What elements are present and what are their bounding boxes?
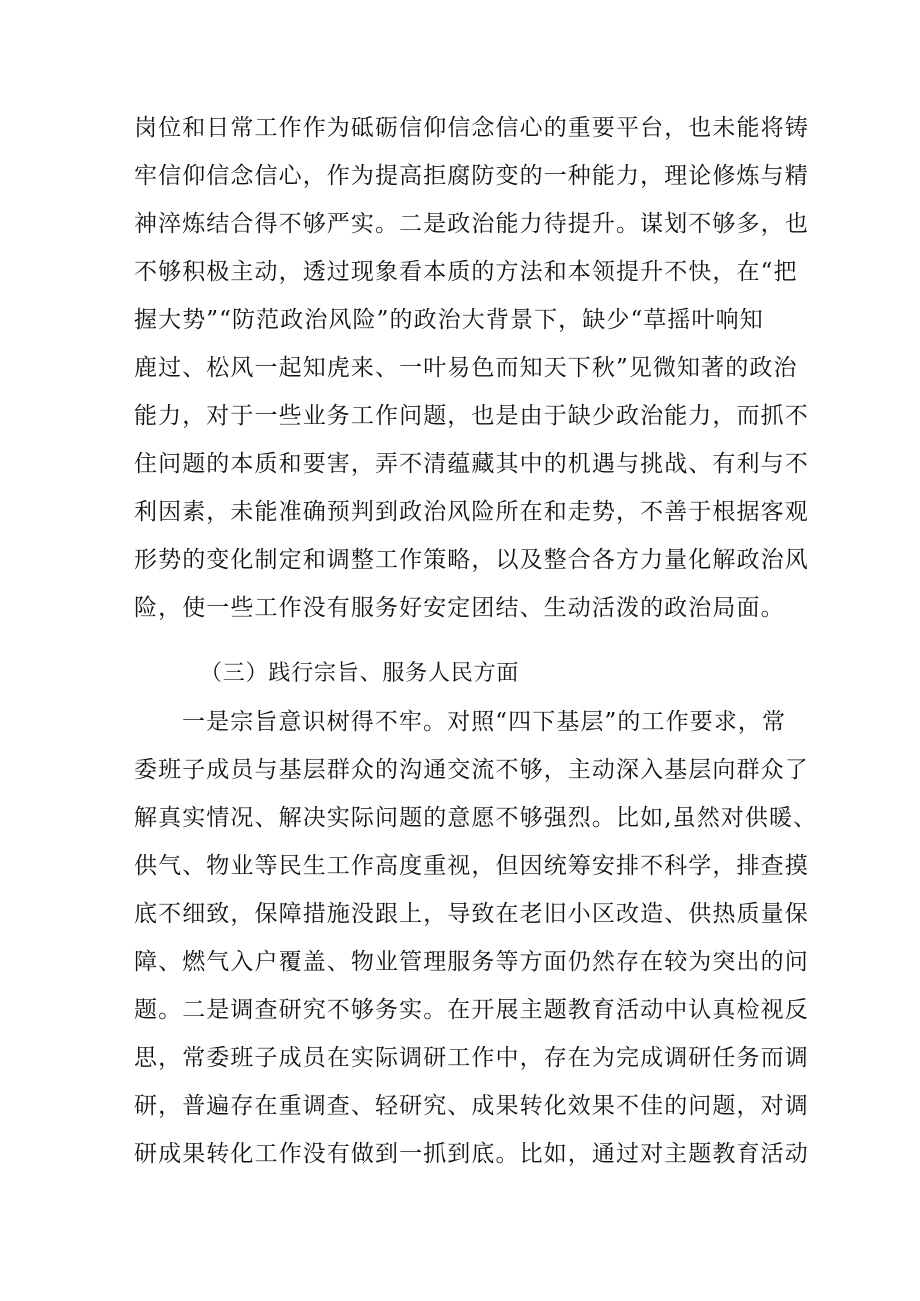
- section-heading: （三）践行宗旨、服务人民方面: [200, 661, 520, 686]
- paragraph-line: 神淬炼结合得不够严实。二是政治能力待提升。谋划不够多，也: [134, 211, 809, 237]
- paragraph-line: 研，普遍存在重调查、轻研究、成果转化效果不佳的问题，对调: [134, 1093, 809, 1119]
- paragraph-line: 牢信仰信念信心，作为提高拒腐防变的一种能力，理论修炼与精: [134, 163, 809, 189]
- paragraph-line: 供气、物业等民生工作高度重视，但因统筹安排不科学，排查摸: [134, 853, 809, 879]
- paragraph-line: 解真实情况、解决实际问题的意愿不够强烈。比如,虽然对供暖、: [134, 805, 818, 831]
- paragraph-line: 握大势”“防范政治风险”的政治大背景下，缺少“草摇叶响知: [134, 307, 764, 333]
- paragraph-line: 不够积极主动，透过现象看本质的方法和本领提升不快，在“把: [134, 259, 798, 285]
- paragraph-line: 一是宗旨意识树得不牢。对照“四下基层”的工作要求，常: [182, 709, 787, 735]
- paragraph-line: 岗位和日常工作作为砥砺信仰信念信心的重要平台，也未能将铸: [134, 115, 809, 141]
- paragraph-line: 鹿过、松风一起知虎来、一叶易色而知天下秋”见微知著的政治: [134, 355, 798, 381]
- paragraph-line: 底不细致，保障措施没跟上，导致在老旧小区改造、供热质量保: [134, 901, 809, 927]
- paragraph-line: 住问题的本质和要害，弄不清蕴藏其中的机遇与挑战、有利与不: [134, 451, 809, 477]
- paragraph-line: 利因素，未能准确预判到政治风险所在和走势，不善于根据客观: [134, 499, 809, 525]
- paragraph-line: 题。二是调查研究不够务实。在开展主题教育活动中认真检视反: [134, 997, 809, 1023]
- paragraph-line: 委班子成员与基层群众的沟通交流不够，主动深入基层向群众了: [134, 757, 809, 783]
- paragraph-line: 思，常委班子成员在实际调研工作中，存在为完成调研任务而调: [134, 1045, 809, 1071]
- paragraph-line: 能力，对于一些业务工作问题，也是由于缺少政治能力，而抓不: [134, 403, 809, 429]
- paragraph-line: 险，使一些工作没有服务好安定团结、生动活泼的政治局面。: [134, 595, 785, 621]
- paragraph-line: 研成果转化工作没有做到一抓到底。比如，通过对主题教育活动: [134, 1141, 809, 1167]
- paragraph-line: 形势的变化制定和调整工作策略，以及整合各方力量化解政治风: [134, 547, 809, 573]
- paragraph-line: 障、燃气入户覆盖、物业管理服务等方面仍然存在较为突出的问: [134, 949, 809, 975]
